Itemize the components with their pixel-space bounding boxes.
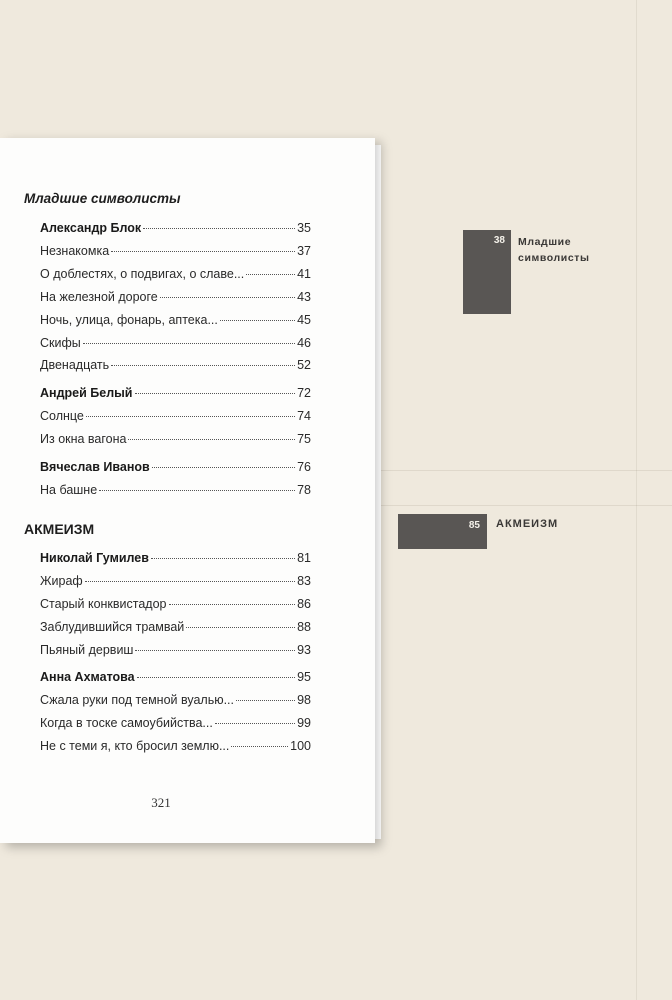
toc-entry-title: Жираф bbox=[40, 574, 83, 588]
dot-leader bbox=[215, 723, 295, 724]
toc-poem-entry bbox=[40, 483, 311, 501]
toc-entry-title: Пьяный дервиш bbox=[40, 643, 134, 657]
toc-entry-page: 41 bbox=[297, 267, 311, 281]
tab-number: 85 bbox=[468, 520, 480, 531]
toc-author-entry bbox=[40, 460, 311, 478]
dot-leader bbox=[151, 558, 295, 559]
dot-leader bbox=[169, 604, 296, 605]
toc-entry-page: 100 bbox=[290, 739, 311, 753]
toc-entry-page: 37 bbox=[297, 244, 311, 258]
toc-poem-entry bbox=[40, 739, 311, 757]
toc-entry-title: Из окна вагона bbox=[40, 432, 127, 446]
toc-poem-entry bbox=[40, 313, 311, 331]
toc-author-entry bbox=[40, 386, 311, 404]
dot-leader bbox=[111, 251, 295, 252]
dot-leader bbox=[231, 746, 288, 747]
toc-poem-entry bbox=[40, 574, 311, 592]
toc-entry-title: Александр Блок bbox=[40, 221, 142, 235]
toc-entry-title: Не с теми я, кто бросил землю... bbox=[40, 739, 230, 753]
toc-entry-title: Когда в тоске самоубийства... bbox=[40, 716, 213, 730]
toc-entry-title: Скифы bbox=[40, 336, 81, 350]
toc-entry-title: На железной дороге bbox=[40, 290, 158, 304]
toc-poem-entry bbox=[40, 244, 311, 262]
toc-entry-title: О доблестях, о подвигах, о славе... bbox=[40, 267, 245, 281]
toc-entry-title: Анна Ахматова bbox=[40, 670, 135, 684]
toc-entry-page: 83 bbox=[297, 574, 311, 588]
dot-leader bbox=[135, 650, 295, 651]
dot-leader bbox=[137, 677, 295, 678]
paper-fold-line bbox=[636, 0, 637, 1000]
dot-leader bbox=[128, 439, 295, 440]
toc-entry-title: Солнце bbox=[40, 409, 84, 423]
toc-entry-title: Незнакомка bbox=[40, 244, 110, 258]
toc-poem-entry bbox=[40, 267, 311, 285]
page-number: 321 bbox=[151, 795, 171, 810]
section-tab-85 bbox=[398, 514, 487, 549]
toc-entry-page: 72 bbox=[297, 386, 311, 400]
toc-poem-entry bbox=[40, 643, 311, 661]
toc-poem-entry bbox=[40, 620, 311, 638]
section-tab-38 bbox=[463, 230, 511, 314]
dot-leader bbox=[246, 274, 295, 275]
dot-leader bbox=[236, 700, 295, 701]
toc-entry-title: Старый конквистадор bbox=[40, 597, 167, 611]
dot-leader bbox=[111, 365, 295, 366]
toc-entry-page: 75 bbox=[297, 432, 311, 446]
toc-entry-title: Ночь, улица, фонарь, аптека... bbox=[40, 313, 218, 327]
toc-entry-page: 46 bbox=[297, 336, 311, 350]
dot-leader bbox=[99, 490, 295, 491]
dot-leader bbox=[85, 581, 295, 582]
dot-leader bbox=[186, 627, 295, 628]
toc-poem-entry bbox=[40, 336, 311, 354]
toc-poem-entry bbox=[40, 693, 311, 711]
dot-leader bbox=[83, 343, 295, 344]
toc-entry-page: 88 bbox=[297, 620, 311, 634]
section-heading-akmeizm: АКМЕИЗМ bbox=[24, 521, 95, 537]
toc-entry-page: 45 bbox=[297, 313, 311, 327]
toc-poem-entry bbox=[40, 597, 311, 615]
toc-poem-entry bbox=[40, 358, 311, 376]
dot-leader bbox=[86, 416, 295, 417]
toc-entry-page: 43 bbox=[297, 290, 311, 304]
tab-number: 38 bbox=[493, 235, 505, 246]
toc-entry-page: 35 bbox=[297, 221, 311, 235]
dot-leader bbox=[135, 393, 296, 394]
toc-entry-page: 93 bbox=[297, 643, 311, 657]
toc-entry-page: 95 bbox=[297, 670, 311, 684]
toc-entry-title: Двенадцать bbox=[40, 358, 110, 372]
booklet-page-edge bbox=[375, 145, 381, 839]
toc-entry-page: 74 bbox=[297, 409, 311, 423]
toc-entry-page: 76 bbox=[297, 460, 311, 474]
toc-entry-title: Николай Гумилев bbox=[40, 551, 149, 565]
section-tab-38-label: Младшие символисты bbox=[518, 236, 590, 264]
toc-entry-page: 81 bbox=[297, 551, 311, 565]
toc-entry-title: Вячеслав Иванов bbox=[40, 460, 150, 474]
toc-author-entry bbox=[40, 221, 311, 239]
toc-entry-page: 98 bbox=[297, 693, 311, 707]
toc-entry-title: Андрей Белый bbox=[40, 386, 133, 400]
toc-entry-title: Сжала руки под темной вуалью... bbox=[40, 693, 235, 707]
dot-leader bbox=[160, 297, 295, 298]
toc-entry-page: 86 bbox=[297, 597, 311, 611]
dot-leader bbox=[152, 467, 295, 468]
toc-entry-page: 78 bbox=[297, 483, 311, 497]
toc-poem-entry bbox=[40, 432, 311, 450]
dot-leader bbox=[220, 320, 295, 321]
toc-author-entry bbox=[40, 551, 311, 569]
section-tab-85-label: АКМЕИЗМ bbox=[496, 518, 559, 530]
dot-leader bbox=[143, 228, 295, 229]
toc-author-entry bbox=[40, 670, 311, 688]
toc-entry-page: 99 bbox=[297, 716, 311, 730]
toc-poem-entry bbox=[40, 409, 311, 427]
toc-poem-entry bbox=[40, 716, 311, 734]
toc-entry-page: 52 bbox=[297, 358, 311, 372]
toc-poem-entry bbox=[40, 290, 311, 308]
toc-entry-title: На башне bbox=[40, 483, 98, 497]
section-heading-mladshie-simvolisty: Младшие символисты bbox=[24, 191, 181, 206]
toc-entry-title: Заблудившийся трамвай bbox=[40, 620, 185, 634]
